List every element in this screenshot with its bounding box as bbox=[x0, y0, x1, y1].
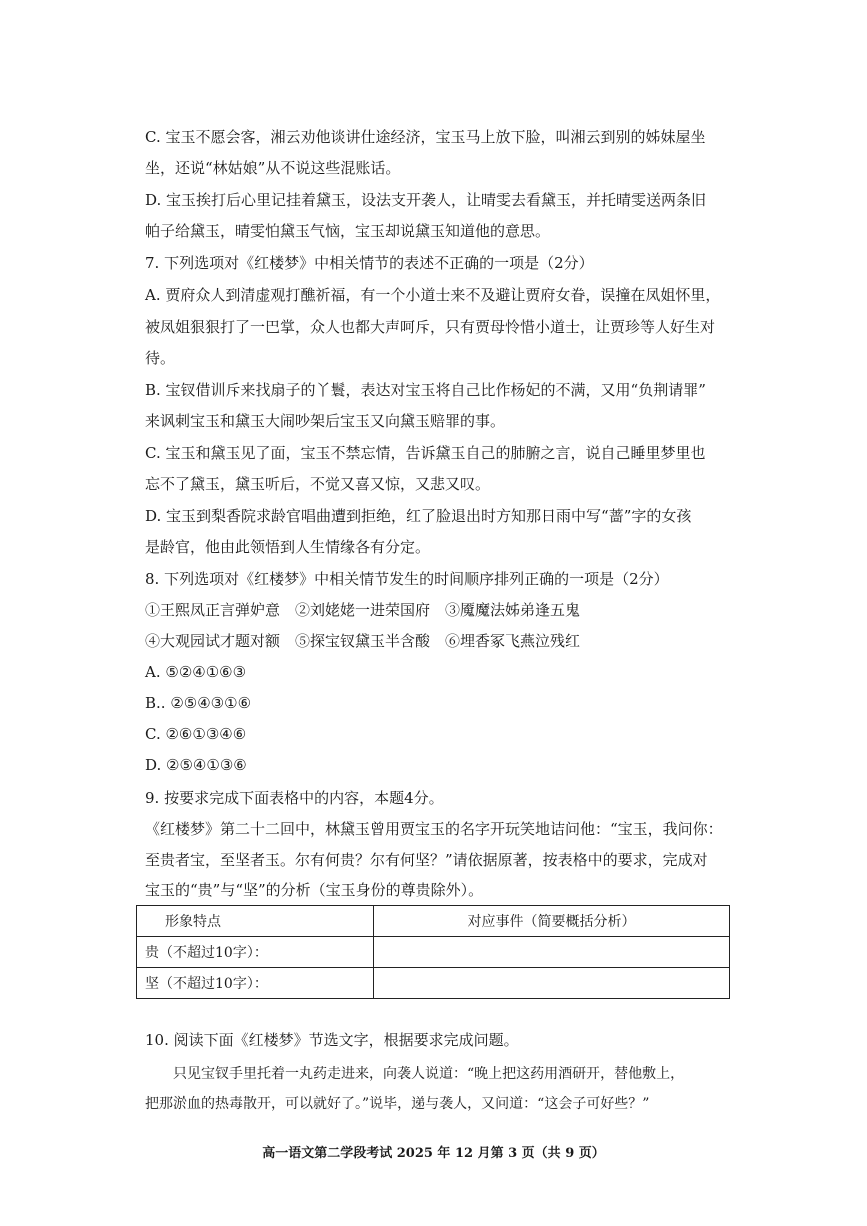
option-8d: D. ②⑤④①③⑥ bbox=[145, 756, 247, 774]
line-d6-1: D. 宝玉挨打后心里记挂着黛玉，设法支开袭人，让晴雯去看黛玉，并托晴雯送两条旧 bbox=[145, 191, 707, 209]
answer-cell-jian[interactable] bbox=[374, 968, 730, 999]
table-header-row bbox=[137, 906, 730, 937]
events-row-1: ①王熙凤正言弹妒意 ②刘姥姥一进荣国府 ③魇魔法姊弟逢五鬼 bbox=[145, 601, 581, 619]
line-c6-2: 坐，还说“林姑娘”从不说这些混账话。 bbox=[145, 159, 401, 177]
page-footer: 高一语文第二学段考试 2025 年 12 月第 3 页（共 9 页） bbox=[262, 1146, 605, 1161]
line-7c-1: C. 宝玉和黛玉见了面，宝玉不禁忘情，告诉黛玉自己的肺腑之言，说自己睡里梦里也 bbox=[145, 444, 706, 462]
events-row-2: ④大观园试才题对额 ⑤探宝钗黛玉半含酸 ⑥埋香冢飞燕泣残红 bbox=[145, 632, 581, 650]
question-9: 9. 按要求完成下面表格中的内容，本题4分。 bbox=[145, 789, 444, 807]
table-row bbox=[137, 968, 730, 999]
question-7: 7. 下列选项对《红楼梦》中相关情节的表述不正确的一项是（2分） bbox=[145, 254, 594, 272]
line-7b-1: B. 宝钗借训斥来找扇子的丫鬟，表达对宝玉将自己比作杨妃的不满，又用“负荆请罪” bbox=[145, 381, 706, 399]
q9-text-3: 宝玉的“贵”与“坚”的分析（宝玉身份的尊贵除外）。 bbox=[145, 881, 484, 899]
question-8: 8. 下列选项对《红楼梦》中相关情节发生的时间顺序排列正确的一项是（2分） bbox=[145, 570, 669, 588]
line-c6-1: C. 宝玉不愿会客，湘云劝他谈讲仕途经济，宝玉马上放下脸，叫湘云到别的姊妹屋坐 bbox=[145, 128, 706, 146]
line-7b-2: 来讽刺宝玉和黛玉大闹吵架后宝玉又向黛玉赔罪的事。 bbox=[145, 412, 506, 430]
row-label-gui: 贵（不超过10字）： bbox=[137, 937, 374, 968]
answer-cell-gui[interactable] bbox=[374, 937, 730, 968]
passage-line-1: 只见宝钗手里托着一丸药走进来，向袭人说道：“晚上把这药用酒研开，替他敷上， bbox=[173, 1066, 685, 1082]
line-7d-2: 是龄官，他由此领悟到人生情缘各有分定。 bbox=[145, 538, 431, 556]
line-7d-1: D. 宝玉到梨香院求龄官唱曲遭到拒绝，红了脸退出时方知那日雨中写“蔷”字的女孩 bbox=[145, 507, 692, 525]
header-trait: 形象特点 bbox=[137, 906, 374, 937]
line-7a-2: 被凤姐狠狠打了一巴掌，众人也都大声呵斥，只有贾母怜惜小道士，让贾珍等人好生对 bbox=[145, 318, 716, 336]
option-8a: A. ⑤②④①⑥③ bbox=[145, 663, 247, 681]
analysis-table bbox=[136, 905, 730, 999]
line-7a-3: 待。 bbox=[145, 349, 176, 367]
q9-text-2: 至贵者宝，至坚者玉。尔有何贵？尔有何坚？”请依据原著，按表格中的要求，完成对 bbox=[145, 851, 708, 869]
question-10: 10. 阅读下面《红楼梦》节选文字，根据要求完成问题。 bbox=[145, 1031, 519, 1049]
row-label-jian: 坚（不超过10字）： bbox=[137, 968, 374, 999]
q9-text-1: 《红楼梦》第二十二回中，林黛玉曾用贾宝玉的名字开玩笑地诘问他：“宝玉，我问你： bbox=[145, 820, 723, 838]
option-8c: C. ②⑥①③④⑥ bbox=[145, 725, 247, 743]
line-d6-2: 帕子给黛玉，晴雯怕黛玉气恼，宝玉却说黛玉知道他的意思。 bbox=[145, 222, 551, 240]
option-8b: B.. ②⑤④③①⑥ bbox=[145, 694, 252, 712]
table-row bbox=[137, 937, 730, 968]
header-event: 对应事件（简要概括分析） bbox=[374, 906, 730, 937]
line-7c-2: 忘不了黛玉，黛玉听后，不觉又喜又惊，又悲又叹。 bbox=[145, 475, 491, 493]
line-7a-1: A. 贾府众人到清虚观打醮祈福，有一个小道士来不及避让贾府女眷，误撞在凤姐怀里， bbox=[145, 286, 721, 304]
passage-line-2: 把那淤血的热毒散开，可以就好了。”说毕，递与袭人，又问道：“这会子可好些？” bbox=[145, 1096, 650, 1112]
